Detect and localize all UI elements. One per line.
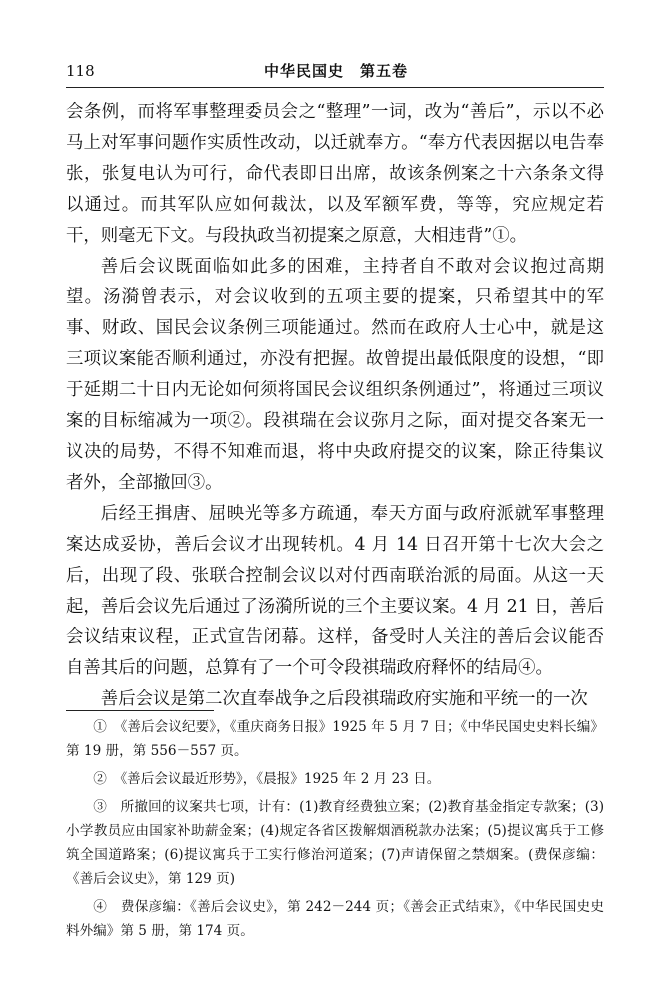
header-rule xyxy=(66,87,604,88)
footnote: ① 《善后会议纪要》，《重庆商务日报》1925 年 5 月 7 日；《中华民国史史料长编》第 19 册，第 556－557 页。 xyxy=(66,719,604,759)
footnote: ④ 费保彦编：《善后会议史》，第 242－244 页；《善会正式结束》，《中华民国史史料外编》第 5 册，第 174 页。 xyxy=(66,899,604,939)
footnotes xyxy=(66,715,604,947)
paragraph: 会条例，而将军事整理委员会之“整理”一词，改为“善后”，示以不必马上对军事问题作实质性改动，以迁就奉方。“奉方代表因据以电告奉张，张复电认为可行，命代表即日出席，故该条例案之十六条条文得以通过。而其军队应如何裁汰，以及军额军费，等等，究应规定若干，则毫无下文。与段执政当初提案之原意，大相违背”①。 xyxy=(66,102,604,246)
footnote: ③ 所撤回的议案共七项，计有：(1)教育经费独立案；(2)教育基金指定专款案；(3)小学教员应由国家补助薪金案；(4)规定各省区拨解烟酒税款办法案；(5)提议寓兵于工修筑全国道路案；(6)提议寓兵于工实行修治河道案；(7)声请保留之禁烟案。(费保彦编：《善后会议史》，第 129 页) xyxy=(66,799,604,887)
page-header xyxy=(66,56,606,82)
paragraph: 善后会议是第二次直奉战争之后段祺瑞政府实施和平统一的一次 xyxy=(100,689,588,710)
page-number: 118 xyxy=(66,62,95,80)
paragraph: 后经王揖唐、屈映光等多方疏通，奉天方面与政府派就军事整理案达成妥协，善后会议才出现转机。4 月 14 日召开第十七次大会之后，出现了段、张联合控制会议以对付西南联治派的局面。从这一天起，善后会议先后通过了汤漪所说的三个主要议案。4 月 21 日，善后会议结束议程，正式宣告闭幕。这样，备受时人关注的善后会议能否自善其后的问题，总算有了一个可令段祺瑞政府释怀的结局④。 xyxy=(66,503,604,679)
paragraph: 善后会议既面临如此多的困难，主持者自不敢对会议抱过高期望。汤漪曾表示，对会议收到的五项主要的提案，只希望其中的军事、财政、国民会议条例三项能通过。然而在政府人士心中，就是这三项议案能否顺利通过，亦没有把握。故曾提出最低限度的设想，“即于延期二十日内无论如何须将国民会议组织条例通过”，将通过三项议案的目标缩减为一项②。段祺瑞在会议弥月之际，面对提交各案无一议决的局势，不得不知难而退，将中央政府提交的议案，除正待集议者外，全部撤回③。 xyxy=(66,256,604,493)
body-text xyxy=(66,97,604,715)
footnote-rule xyxy=(66,710,214,711)
running-title: 中华民国史 第五卷 xyxy=(263,62,408,80)
footnote: ② 《善后会议最近形势》，《晨报》1925 年 2 月 23 日。 xyxy=(93,771,441,787)
